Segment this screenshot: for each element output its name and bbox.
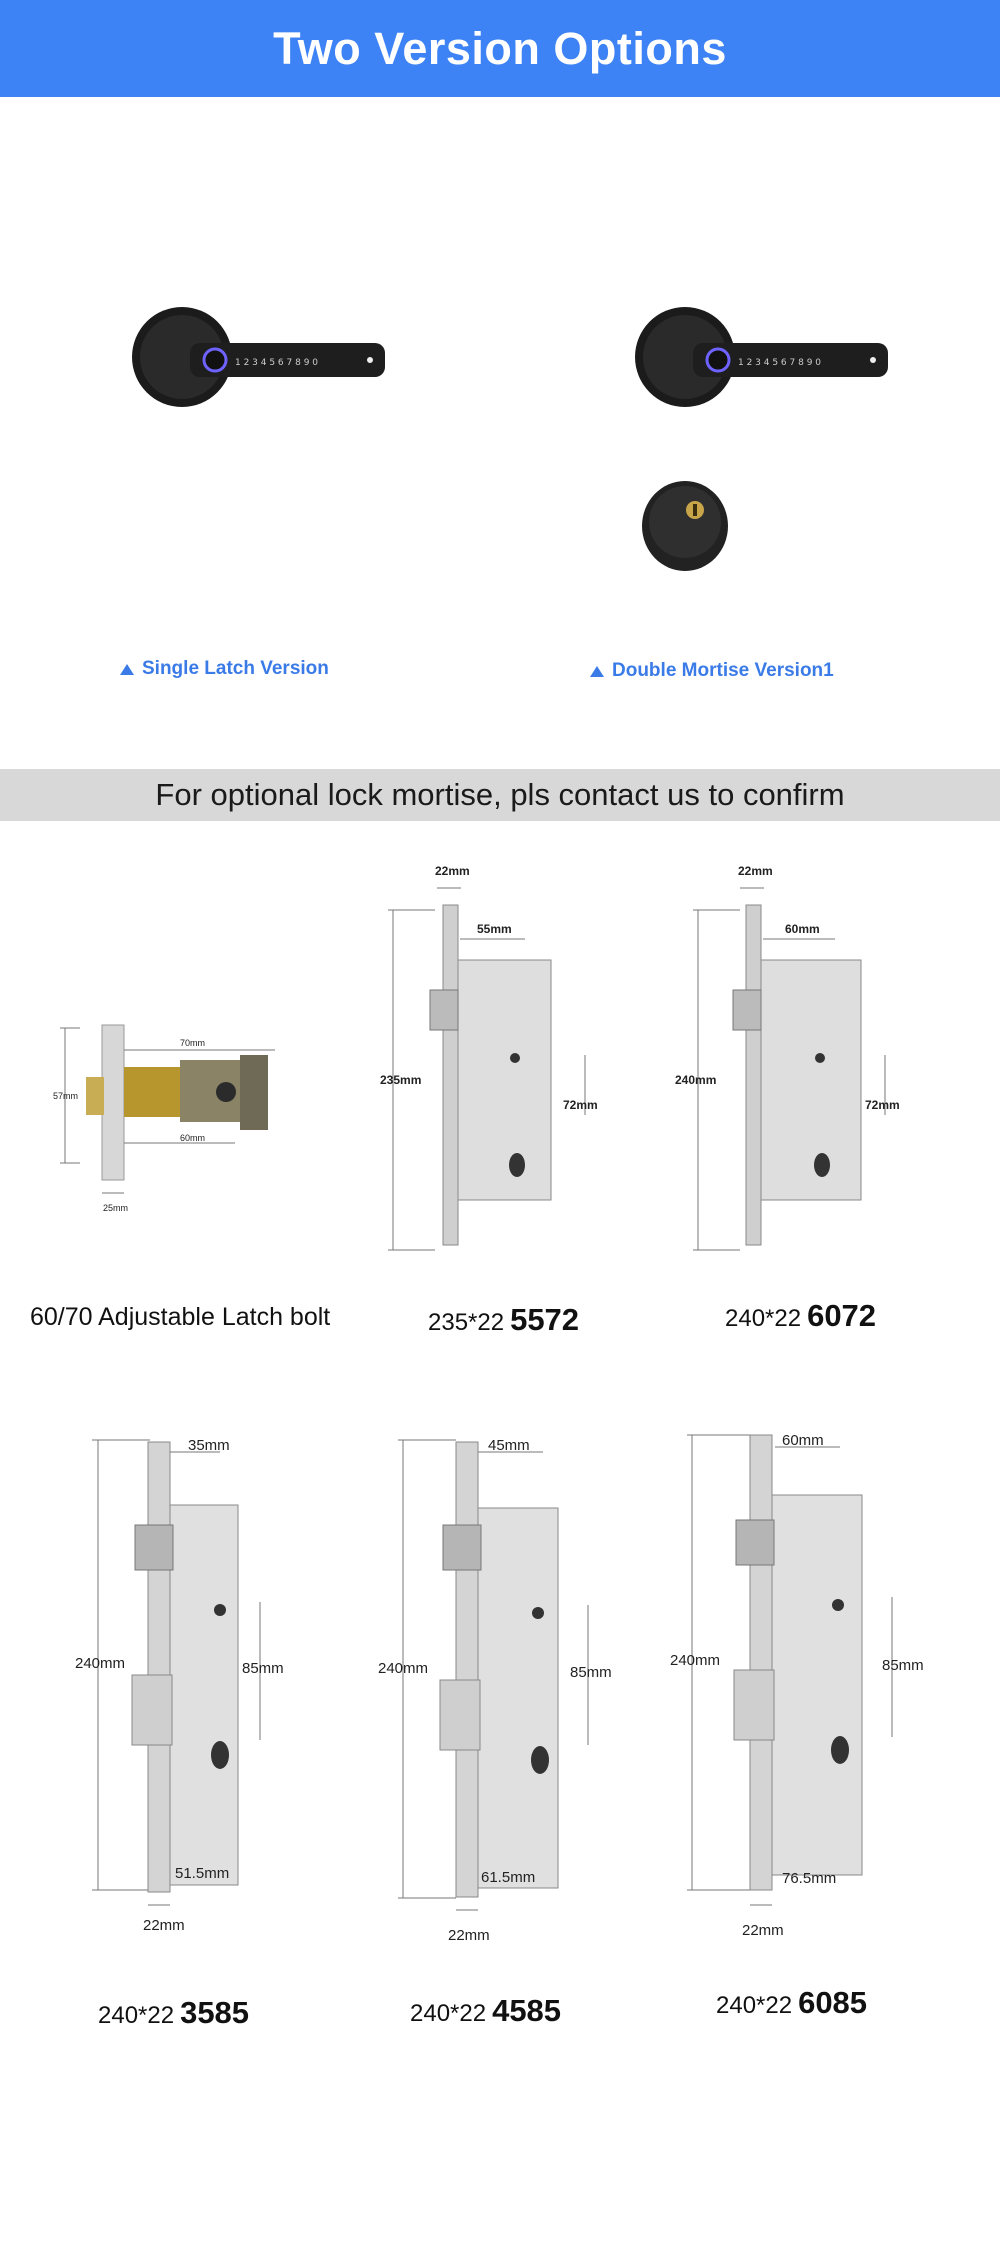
svg-text:22mm: 22mm bbox=[143, 1917, 185, 1934]
deadbolt-cylinder-image bbox=[640, 478, 730, 573]
triangle-up-icon bbox=[120, 664, 134, 675]
mortise-info-banner bbox=[0, 769, 1000, 821]
svg-text:240mm: 240mm bbox=[75, 1655, 126, 1672]
svg-text:61.5mm: 61.5mm bbox=[481, 1869, 536, 1886]
mortise-label-5572: 235*22 5572 bbox=[428, 1302, 580, 1337]
mortise-label-6072: 240*22 6072 bbox=[725, 1298, 877, 1333]
double-mortise-version-label: Double Mortise Version1 bbox=[612, 660, 834, 681]
svg-text:22mm: 22mm bbox=[435, 864, 470, 878]
latch-height-dim: 57mm bbox=[53, 1091, 79, 1101]
latch-bolt-diagram bbox=[50, 1015, 330, 1220]
svg-text:85mm: 85mm bbox=[570, 1664, 612, 1681]
svg-text:51.5mm: 51.5mm bbox=[175, 1865, 230, 1882]
svg-text:240mm: 240mm bbox=[378, 1660, 429, 1677]
svg-text:240mm: 240mm bbox=[670, 1652, 721, 1669]
svg-text:60mm: 60mm bbox=[782, 1432, 824, 1449]
latch-bolt-caption: 60/70 Adjustable Latch bolt bbox=[30, 1303, 331, 1331]
double-mortise-version-link[interactable] bbox=[590, 660, 834, 682]
page-title: Two Version Options bbox=[273, 22, 727, 74]
mortise-diagram-6085 bbox=[670, 1425, 940, 1945]
svg-text:45mm: 45mm bbox=[488, 1437, 530, 1454]
svg-text:55mm: 55mm bbox=[477, 922, 512, 936]
mortise-diagram-6072 bbox=[675, 860, 900, 1255]
keypad-digits: 1 2 3 4 5 6 7 8 9 0 bbox=[235, 358, 319, 368]
latch-70-dim: 70mm bbox=[180, 1038, 206, 1048]
mortise-diagram-4585 bbox=[378, 1430, 628, 1950]
mortise-info-text: For optional lock mortise, pls contact us to confirm bbox=[155, 777, 845, 812]
mortise-diagram-5572 bbox=[380, 860, 598, 1255]
svg-text:22mm: 22mm bbox=[742, 1922, 784, 1939]
lever-handle-image-double bbox=[633, 305, 893, 410]
svg-text:22mm: 22mm bbox=[738, 864, 773, 878]
svg-text:85mm: 85mm bbox=[242, 1660, 284, 1677]
mortise-label-4585: 240*22 4585 bbox=[410, 1993, 562, 2028]
svg-text:240mm: 240mm bbox=[675, 1073, 717, 1087]
latch-plate-dim: 25mm bbox=[103, 1203, 129, 1213]
keypad-digits: 1 2 3 4 5 6 7 8 9 0 bbox=[738, 358, 822, 368]
triangle-up-icon bbox=[590, 666, 604, 677]
lever-handle-image-single bbox=[130, 305, 390, 410]
svg-text:76.5mm: 76.5mm bbox=[782, 1870, 837, 1887]
header-banner bbox=[0, 0, 1000, 97]
single-latch-version-label: Single Latch Version bbox=[142, 658, 329, 679]
svg-text:72mm: 72mm bbox=[865, 1098, 900, 1112]
mortise-diagram-3585 bbox=[70, 1430, 300, 1950]
svg-text:22mm: 22mm bbox=[448, 1927, 490, 1944]
single-latch-version-link[interactable] bbox=[120, 658, 329, 680]
mortise-label-6085: 240*22 6085 bbox=[716, 1985, 868, 2020]
mortise-label-3585: 240*22 3585 bbox=[98, 1995, 250, 2030]
svg-text:235mm: 235mm bbox=[380, 1073, 422, 1087]
svg-text:85mm: 85mm bbox=[882, 1657, 924, 1674]
svg-text:35mm: 35mm bbox=[188, 1437, 230, 1454]
latch-60-dim: 60mm bbox=[180, 1133, 206, 1143]
svg-text:60mm: 60mm bbox=[785, 922, 820, 936]
svg-text:72mm: 72mm bbox=[563, 1098, 598, 1112]
